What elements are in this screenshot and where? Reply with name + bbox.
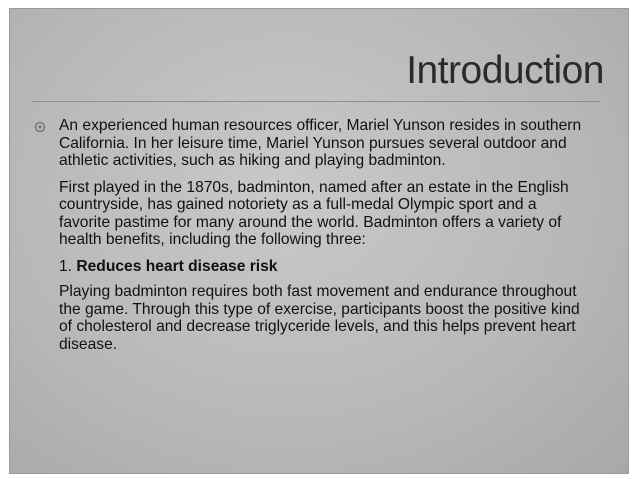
slide — [10, 9, 628, 473]
benefit-number: 1. — [59, 257, 73, 275]
title-divider — [32, 101, 600, 102]
benefit-heading — [59, 258, 591, 276]
slide-title: Introduction — [406, 49, 604, 92]
benefit-paragraph: Playing badminton requires both fast movement and endurance throughout the game. Through this type of exercise, participants boost the positive kind of cholesterol and decrease triglyceride levels, and this helps prevent heart disease. — [59, 283, 580, 353]
benefit-title: Reduces heart disease risk — [76, 257, 278, 275]
badminton-paragraph: First played in the 1870s, badminton, named after an estate in the English countryside, has gained notoriety as a full-medal Olympic sport and a favorite pastime for many around the world. Badminton offers a variety of health benefits, including the following three: — [59, 178, 569, 248]
intro-paragraph: An experienced human resources officer, Mariel Yunson resides in southern California. In her leisure time, Mariel Yunson pursues several outdoor and athletic activities, such as hiking and playing badminton. — [59, 117, 582, 169]
ring-bullet-icon — [34, 120, 46, 132]
slide-body — [59, 117, 591, 362]
